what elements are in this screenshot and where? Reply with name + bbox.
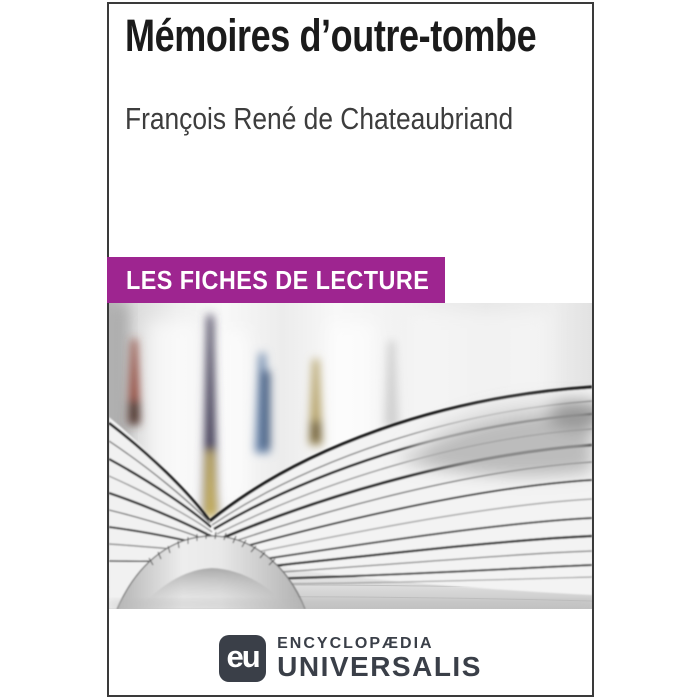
book-title: Mémoires d’outre-tombe: [125, 10, 537, 61]
open-book-photo: [109, 303, 592, 609]
publisher-name: [277, 635, 482, 682]
publisher-logo: [109, 634, 592, 682]
eu-monogram-icon: [219, 635, 266, 682]
book-author: François René de Chateaubriand: [125, 101, 514, 136]
eu-monogram-text: eu: [226, 638, 259, 674]
book-cover: [107, 2, 594, 697]
series-banner-label: LES FICHES DE LECTURE: [126, 264, 430, 295]
series-banner: [107, 257, 445, 303]
publisher-name-line2: UNIVERSALIS: [277, 651, 482, 683]
publisher-name-line1: ENCYCLOPÆDIA: [277, 634, 434, 652]
